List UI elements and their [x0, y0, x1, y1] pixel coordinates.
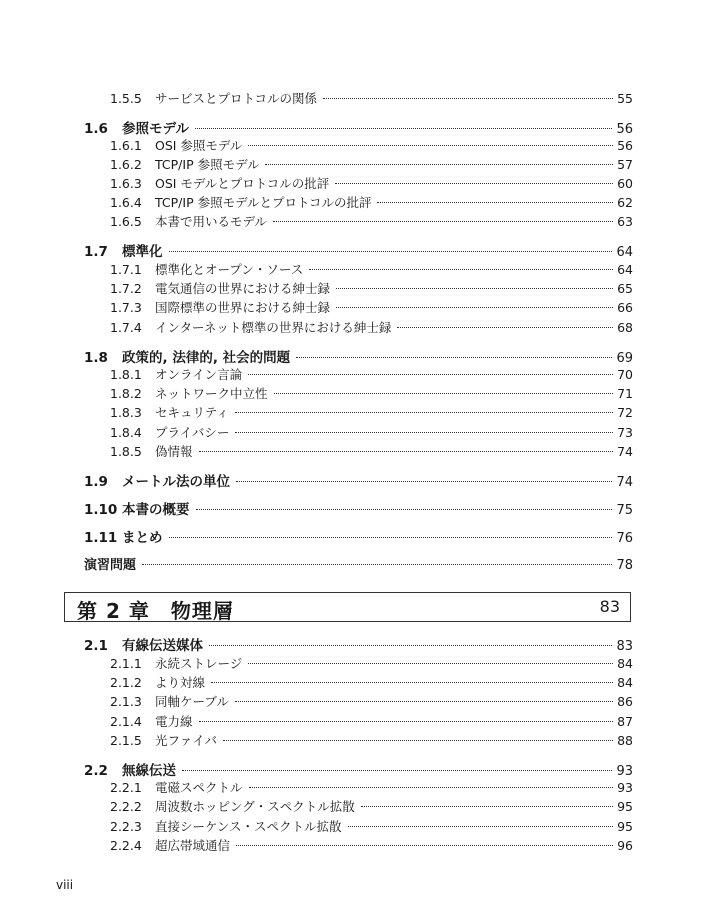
toc-entry[interactable] — [110, 279, 633, 297]
toc-entry-number: 2.1.3 — [110, 694, 142, 709]
toc-entry-number: 1.11 — [84, 530, 118, 546]
toc-entry-page: 73 — [617, 425, 633, 440]
toc-entry-page: 56 — [617, 138, 633, 153]
toc-entry-title: 電力線 — [155, 714, 193, 729]
toc-entry[interactable] — [84, 554, 633, 573]
toc-entry-number: 2.2.1 — [110, 780, 142, 795]
toc-entry-page: 74 — [617, 444, 633, 459]
toc-entry-title: 無線伝送 — [122, 763, 176, 779]
toc-entry[interactable] — [84, 117, 633, 137]
dot-leader — [336, 307, 613, 308]
dot-leader — [182, 770, 612, 771]
toc-entry[interactable] — [110, 797, 633, 815]
chapter-heading-box[interactable] — [64, 592, 631, 622]
toc-entry-title: 超広帯域通信 — [155, 838, 231, 853]
toc-entry-title: 政策的, 法律的, 社会的問題 — [122, 350, 291, 366]
dot-leader — [274, 393, 614, 394]
toc-entry-number: 1.8.1 — [110, 367, 142, 382]
toc-entry-page: 68 — [617, 320, 633, 335]
toc-entry[interactable] — [84, 470, 633, 490]
toc-entry-page: 62 — [617, 195, 633, 210]
toc-entry-title: 電気通信の世界における紳士録 — [155, 281, 331, 296]
toc-entry-page: 87 — [617, 714, 633, 729]
dot-leader — [249, 787, 614, 788]
dot-leader — [273, 221, 613, 222]
dot-leader — [236, 845, 613, 846]
dot-leader — [195, 128, 613, 129]
toc-entry-title: TCP/IP 参照モデル — [155, 157, 260, 172]
toc-entry-number: 2.1.4 — [110, 714, 142, 729]
toc-entry[interactable] — [84, 498, 633, 518]
page-folio: viii — [56, 878, 74, 892]
toc-entry-title: 電磁スペクトル — [155, 780, 243, 795]
toc-entry[interactable] — [110, 136, 633, 154]
dot-leader — [235, 432, 613, 433]
toc-entry[interactable] — [110, 692, 633, 710]
toc-entry-page: 63 — [617, 214, 633, 229]
toc-entry-number: 1.7 — [84, 244, 108, 260]
toc-entry[interactable] — [110, 836, 633, 854]
toc-entry-title: 直接シーケンス・スペクトル拡散 — [155, 819, 342, 834]
toc-entry-page: 93 — [616, 764, 633, 779]
dot-leader — [196, 509, 613, 510]
toc-entry-title: 国際標準の世界における紳士録 — [155, 300, 331, 315]
toc-entry-number: 1.8.5 — [110, 444, 142, 459]
toc-entry-title: 有線伝送媒体 — [122, 638, 203, 654]
toc-entry-page: 96 — [617, 838, 633, 853]
dot-leader — [361, 806, 613, 807]
toc-entry-title: 周波数ホッピング・スペクトル拡散 — [155, 799, 355, 814]
toc-entry-title: インターネット標準の世界における紳士録 — [155, 320, 392, 335]
toc-entry-title: セキュリティ — [155, 405, 229, 420]
toc-entry-title: 標準化 — [122, 244, 163, 260]
toc-entry[interactable] — [84, 526, 633, 546]
dot-leader — [235, 701, 613, 702]
toc-entry-page: 83 — [616, 639, 633, 654]
toc-entry-title: 永続ストレージ — [155, 656, 243, 671]
toc-entry-number: 1.6.2 — [110, 157, 142, 172]
toc-entry-number: 1.5.5 — [110, 91, 142, 106]
toc-entry-number: 1.10 — [84, 502, 118, 518]
toc-entry-page: 74 — [616, 475, 633, 490]
toc-entry-number: 2.1.1 — [110, 656, 142, 671]
toc-entry-number: 1.8.3 — [110, 405, 142, 420]
dot-leader — [223, 740, 613, 741]
toc-entry-title: サービスとプロトコルの関係 — [155, 91, 318, 106]
dot-leader — [169, 537, 613, 538]
toc-entry[interactable] — [110, 174, 633, 192]
toc-entry-title: 同軸ケーブル — [155, 694, 229, 709]
toc-entry[interactable] — [110, 423, 633, 441]
toc-entry-page: 88 — [617, 733, 633, 748]
toc-entry-title: 本書の概要 — [122, 502, 190, 518]
dot-leader — [248, 374, 613, 375]
dot-leader — [248, 663, 613, 664]
toc-entry[interactable] — [110, 403, 633, 421]
toc-entry-number: 2.2 — [84, 763, 108, 779]
toc-entry-title: 光ファイバ — [155, 733, 218, 748]
toc-entry-page: 72 — [617, 405, 633, 420]
toc-entry[interactable] — [110, 318, 633, 336]
toc-entry-number: 1.7.2 — [110, 281, 142, 296]
toc-entry-page: 78 — [616, 558, 633, 573]
dot-leader — [336, 288, 613, 289]
toc-entry[interactable] — [110, 731, 633, 749]
toc-entry[interactable] — [110, 442, 633, 460]
toc-entry-number: 1.6.5 — [110, 214, 142, 229]
toc-entry-number: 1.7.4 — [110, 320, 142, 335]
toc-entry[interactable] — [110, 384, 633, 402]
toc-entry-number: 1.8.4 — [110, 425, 142, 440]
toc-entry-number: 1.9 — [84, 474, 108, 490]
toc-entry[interactable] — [110, 365, 633, 383]
toc-entry[interactable] — [110, 260, 633, 278]
toc-entry[interactable] — [84, 346, 633, 366]
dot-leader — [323, 98, 613, 99]
toc-entry-page: 71 — [617, 386, 633, 401]
toc-entry[interactable] — [110, 89, 633, 107]
toc-entry[interactable] — [110, 817, 633, 835]
toc-entry-number: 1.8 — [84, 350, 108, 366]
toc-entry-number: 2.1.2 — [110, 675, 142, 690]
toc-entry-title: OSI モデルとプロトコルの批評 — [155, 176, 330, 191]
toc-entry-number: 2.1.5 — [110, 733, 142, 748]
dot-leader — [265, 164, 613, 165]
toc-entry-number: 2.2.4 — [110, 838, 142, 853]
toc-entry[interactable] — [110, 673, 633, 691]
dot-leader — [142, 564, 612, 565]
toc-entry[interactable] — [110, 193, 633, 211]
toc-entry-page: 64 — [617, 262, 633, 277]
toc-entry-page: 60 — [617, 176, 633, 191]
chapter-title: 第 2 章 物理層 — [77, 599, 234, 623]
toc-entry-number: 2.1 — [84, 638, 108, 654]
toc-entry[interactable] — [110, 298, 633, 316]
toc-entry-title: 標準化とオープン・ソース — [155, 262, 304, 277]
toc-entry[interactable] — [84, 240, 633, 260]
toc-entry[interactable] — [110, 654, 633, 672]
toc-entry-title: メートル法の単位 — [122, 474, 230, 490]
dot-leader — [309, 269, 613, 270]
dot-leader — [211, 682, 613, 683]
dot-leader — [169, 251, 613, 252]
toc-entry-title: ネットワーク中立性 — [155, 386, 268, 401]
toc-entry-page: 93 — [617, 780, 633, 795]
toc-entry-page: 86 — [617, 694, 633, 709]
toc-entry-number: 2.2.3 — [110, 819, 142, 834]
dot-leader — [209, 645, 612, 646]
dot-leader — [199, 451, 614, 452]
toc-entry[interactable] — [110, 212, 633, 230]
toc-entry-page: 69 — [616, 351, 633, 366]
toc-entry-number: 1.7.3 — [110, 300, 142, 315]
toc-entry[interactable] — [84, 759, 633, 779]
toc-entry-title: オンライン言論 — [155, 367, 243, 382]
toc-entry-number: 1.8.2 — [110, 386, 142, 401]
dot-leader — [397, 327, 613, 328]
toc-entry-page: 84 — [617, 656, 633, 671]
toc-entry-title: 本書で用いるモデル — [155, 214, 267, 229]
dot-leader — [348, 826, 614, 827]
toc-entry-number: 1.6.3 — [110, 176, 142, 191]
toc-entry-page: 57 — [617, 157, 633, 172]
toc-entry-title: 演習問題 — [84, 558, 137, 573]
toc-entry[interactable] — [110, 778, 633, 796]
toc-entry-page: 64 — [616, 245, 633, 260]
toc-entry-title: まとめ — [122, 530, 163, 546]
toc-entry-page: 95 — [617, 799, 633, 814]
toc-entry-page: 56 — [616, 122, 633, 137]
toc-entry-page: 66 — [617, 300, 633, 315]
dot-leader — [248, 145, 613, 146]
chapter-page-number: 83 — [599, 597, 620, 616]
toc-entry-page: 65 — [617, 281, 633, 296]
toc-entry-page: 70 — [617, 367, 633, 382]
toc-entry[interactable] — [110, 155, 633, 173]
toc-entry-title: 偽情報 — [155, 444, 193, 459]
toc-entry[interactable] — [84, 634, 633, 654]
toc-entry-number: 1.6 — [84, 121, 108, 137]
toc-entry-page: 84 — [617, 675, 633, 690]
dot-leader — [199, 721, 614, 722]
toc-entry-page: 75 — [616, 503, 633, 518]
toc-entry-page: 55 — [617, 91, 633, 106]
toc-entry-title: プライバシー — [155, 425, 230, 440]
dot-leader — [296, 357, 612, 358]
dot-leader — [236, 481, 612, 482]
toc-entry[interactable] — [110, 712, 633, 730]
dot-leader — [335, 183, 613, 184]
dot-leader — [377, 202, 613, 203]
toc-entry-number: 2.2.2 — [110, 799, 142, 814]
toc-entry-page: 95 — [617, 819, 633, 834]
toc-entry-title: OSI 参照モデル — [155, 138, 243, 153]
toc-entry-title: 参照モデル — [122, 121, 189, 137]
toc-entry-number: 1.6.1 — [110, 138, 142, 153]
dot-leader — [235, 412, 613, 413]
toc-entry-page: 76 — [616, 531, 633, 546]
toc-entry-number: 1.6.4 — [110, 195, 142, 210]
toc-entry-title: TCP/IP 参照モデルとプロトコルの批評 — [155, 195, 372, 210]
toc-entry-title: より対線 — [155, 675, 206, 690]
toc-entry-number: 1.7.1 — [110, 262, 142, 277]
